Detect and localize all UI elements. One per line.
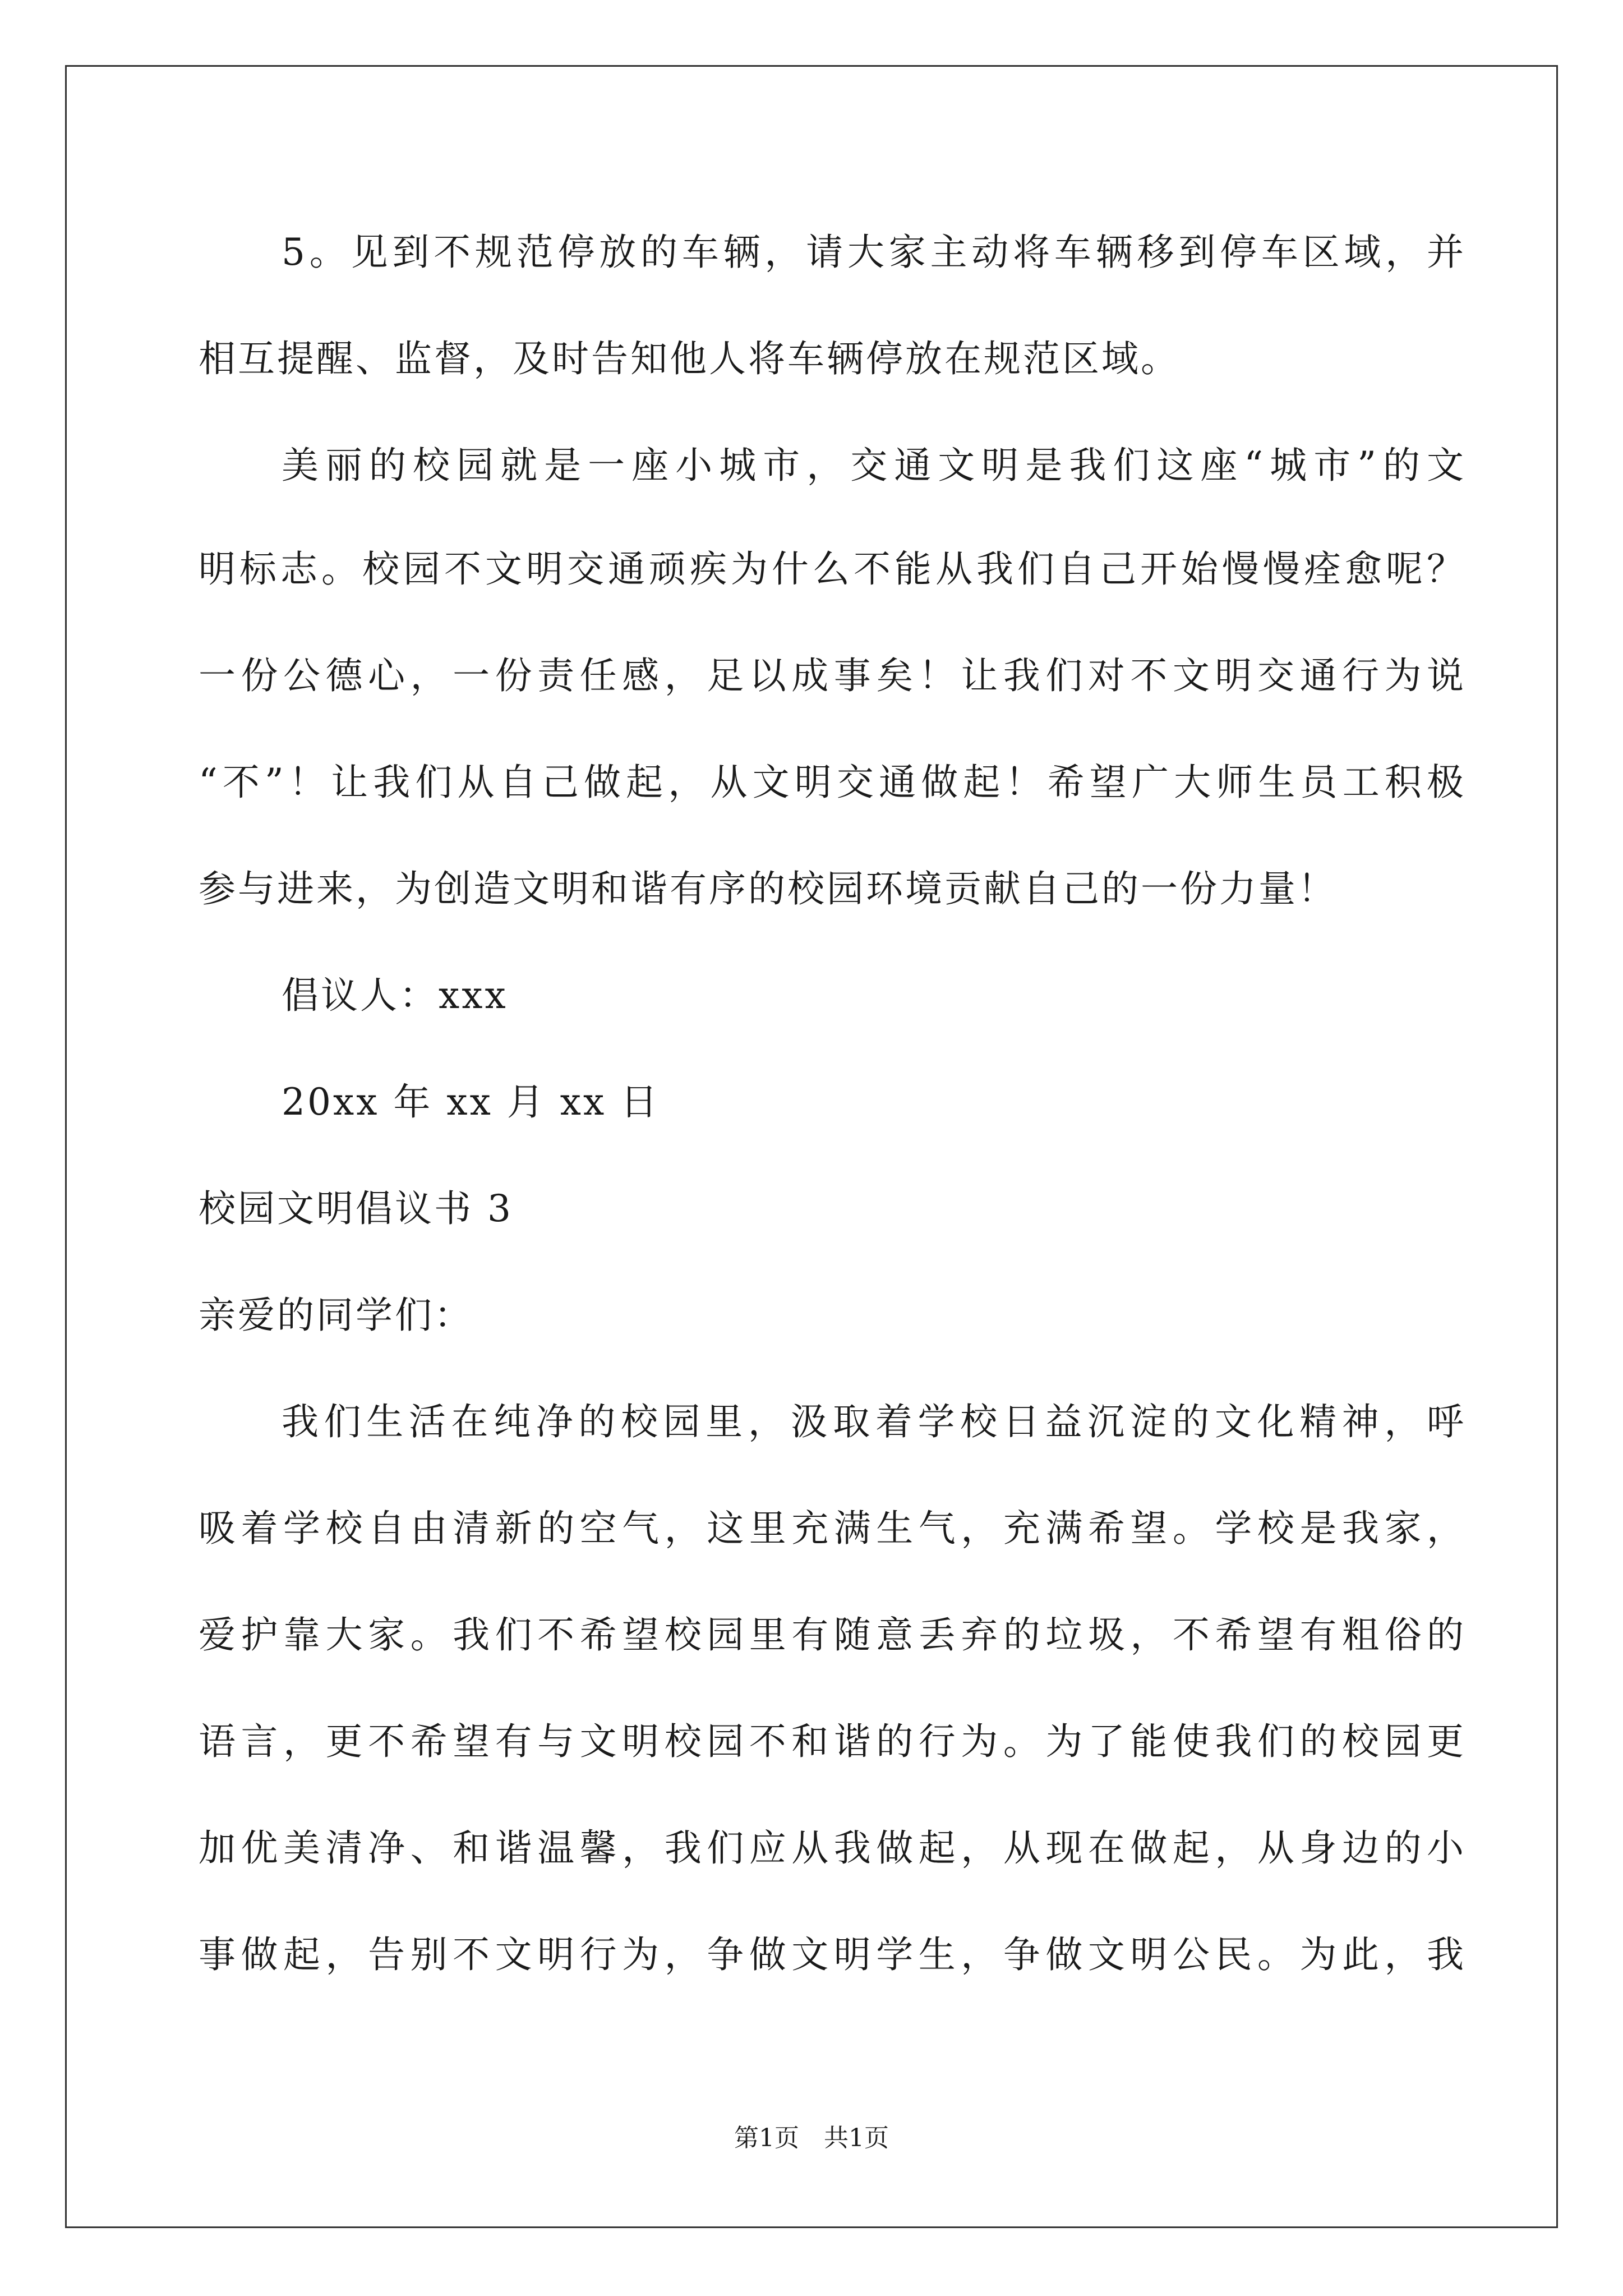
paragraph-line: 一份公德心，一份责任感，足以成事矣！让我们对不文明交通行为说: [199, 654, 1466, 697]
paragraph-line: 爱护靠大家。我们不希望校园里有随意丢弃的垃圾，不希望有粗俗的: [199, 1613, 1466, 1657]
signature-line: 倡议人：xxx: [282, 974, 508, 1017]
paragraph-line: 参与进来，为创造文明和谐有序的校园环境贡献自己的一份力量！: [199, 867, 1337, 910]
paragraph-line: 相互提醒、监督，及时告知他人将车辆停放在规范区域。: [199, 337, 1180, 380]
page-footer: 第1页 共1页: [734, 2124, 889, 2152]
paragraph-line: 语言，更不希望有与文明校园不和谐的行为。为了能使我们的校园更: [199, 1720, 1466, 1763]
paragraph-line: 美丽的校园就是一座小城市，交通文明是我们这座“城市”的文: [282, 444, 1466, 487]
paragraph-line: 5。见到不规范停放的车辆，请大家主动将车辆移到停车区域，并: [282, 231, 1466, 274]
paragraph-line: 我们生活在纯净的校园里，汲取着学校日益沉淀的文化精神，呼: [282, 1400, 1466, 1443]
paragraph-line: 明标志。校园不文明交通顽疾为什么不能从我们自己开始慢慢痊愈呢？: [199, 547, 1466, 591]
date-line: 20xx 年 xx 月 xx 日: [282, 1080, 660, 1124]
page-border: [65, 65, 1558, 2228]
paragraph-line: 加优美清净、和谐温馨，我们应从我做起，从现在做起，从身边的小: [199, 1826, 1466, 1870]
paragraph-line: “不”！让我们从自己做起，从文明交通做起！希望广大师生员工积极: [199, 761, 1466, 804]
paragraph-line: 事做起，告别不文明行为，争做文明学生，争做文明公民。为此，我: [199, 1933, 1466, 1976]
salutation: 亲爱的同学们：: [199, 1294, 473, 1337]
section-title: 校园文明倡议书 3: [199, 1187, 513, 1230]
paragraph-line: 吸着学校自由清新的空气，这里充满生气，充满希望。学校是我家，: [199, 1507, 1466, 1550]
